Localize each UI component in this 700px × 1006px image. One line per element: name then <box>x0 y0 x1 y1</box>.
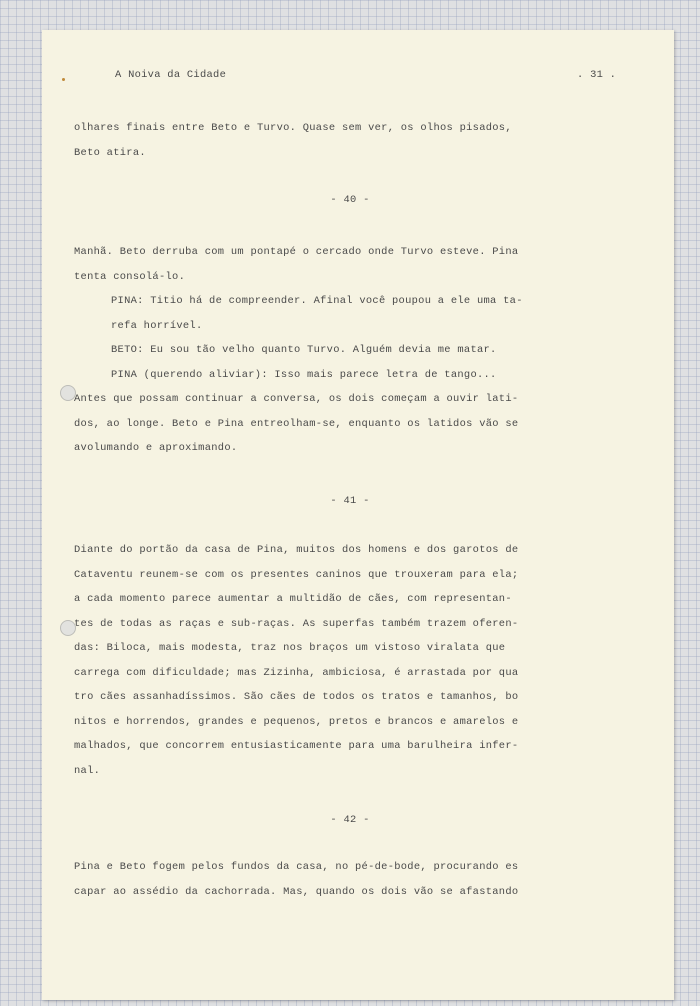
text-line: Pina e Beto fogem pelos fundos da casa, no pé-de-bode, procurando es <box>74 861 519 873</box>
text-line: tro cães assanhadíssimos. São cães de todos os tratos e tamanhos, bo <box>74 691 519 703</box>
text-line: nitos e horrendos, grandes e pequenos, pretos e brancos e amarelos e <box>74 715 519 728</box>
text-line: das: Biloca, mais modesta, traz nos braços um vistoso viralata que <box>74 642 506 654</box>
text-line: tes de todas as raças e sub-raças. As superfas também trazem oferen- <box>74 617 519 630</box>
text-line: nal. <box>74 764 101 777</box>
dialogue-line: BETO: Eu sou tão velho quanto Turvo. Alguém devia me matar. <box>111 344 497 356</box>
text-line: dos, ao longe. Beto e Pina entreolham-se, enquanto os latidos vão se <box>74 417 519 430</box>
text-line: avolumando e aproximando. <box>74 442 238 454</box>
ink-mark <box>62 78 65 81</box>
section-heading-40: - 40 - <box>330 194 370 206</box>
page-number: . 31 . <box>577 69 617 81</box>
section-heading-41: - 41 - <box>330 495 370 507</box>
running-title: A Noiva da Cidade <box>115 69 227 81</box>
scene-41 <box>74 538 634 783</box>
text-line: carrega com dificuldade; mas Zizinha, ambiciosa, é arrastada por qua <box>74 666 519 679</box>
text-line: olhares finais entre Beto e Turvo. Quase sem ver, os olhos pisados, <box>74 122 512 134</box>
text-line: malhados, que concorrem entusiasticamente para uma barulheira infer- <box>74 740 519 752</box>
dialogue-line: PINA: Titio há de compreender. Afinal você poupou a ele uma ta- <box>111 295 523 307</box>
text-line: Diante do portão da casa de Pina, muitos dos homens e dos garotos de <box>74 544 519 556</box>
text-line: Beto atira. <box>74 146 146 159</box>
text-line: tenta consolá-lo. <box>74 270 186 283</box>
text-line: Cataventu reunem-se com os presentes caninos que trouxeram para ela; <box>74 568 519 581</box>
text-line: Manhã. Beto derruba com um pontapé o cercado onde Turvo esteve. Pina <box>74 246 519 258</box>
text-line: Antes que possam continuar a conversa, os dois começam a ouvir lati- <box>74 393 519 405</box>
text-line: capar ao assédio da cachorrada. Mas, quando os dois vão se afastando <box>74 885 519 898</box>
scene-40 <box>74 240 634 461</box>
text-line: a cada momento parece aumentar a multidão de cães, com representan- <box>74 593 512 605</box>
dialogue-line: refa horrível. <box>111 319 203 332</box>
dialogue-line: PINA (querendo aliviar): Isso mais parece letra de tango... <box>111 368 497 381</box>
section-heading-42: - 42 - <box>330 814 370 826</box>
paragraph-intro <box>74 116 634 165</box>
scene-42 <box>74 855 634 904</box>
